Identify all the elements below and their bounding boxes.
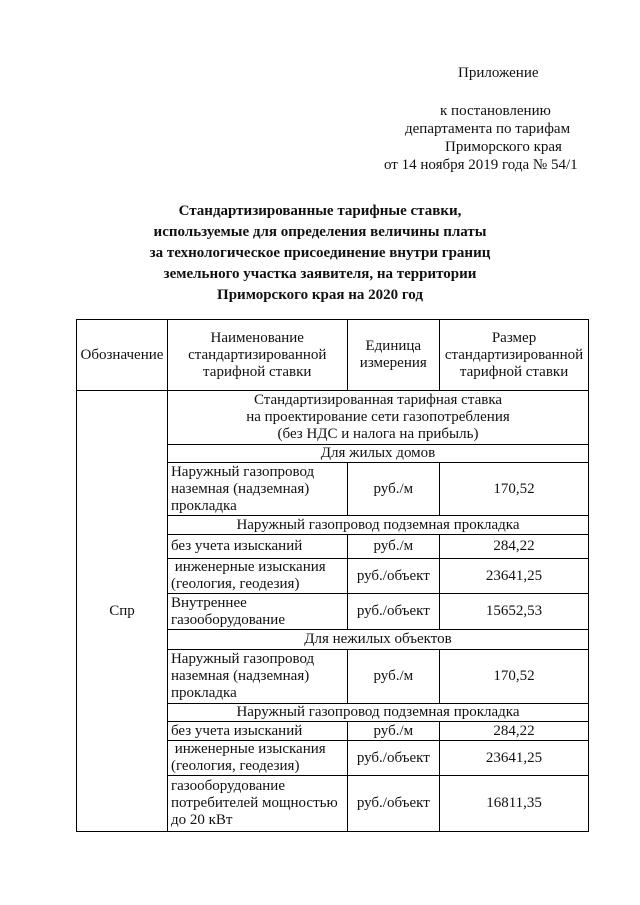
header-unit-line: измерения [359, 355, 427, 371]
row-value: 15652,53 [440, 594, 589, 630]
header-name [167, 320, 347, 391]
header-size-line: Размер [491, 329, 537, 346]
row-unit: руб./объект [347, 594, 440, 630]
row-unit: руб./объект [347, 559, 440, 594]
row-value: 23641,25 [440, 741, 589, 776]
row-name-line: до 20 кВт [170, 812, 233, 828]
row-name-line: потребителей мощностью [170, 795, 338, 811]
nonresidential-section: Для нежилых объектов [167, 630, 588, 650]
appendix-label: Приложение [458, 65, 539, 81]
header-size-line: тарифной ставки [459, 363, 569, 380]
row-name-line: газооборудование [170, 611, 285, 628]
row-name-line: инженерные изыскания [170, 559, 326, 575]
row-name-line: наземная (надземная) [170, 480, 310, 497]
header-name-line: тарифной ставки [203, 363, 312, 380]
row-value: 284,22 [440, 535, 589, 559]
row-name-line: (геология, геодезия) [170, 758, 300, 774]
title-line: Стандартизированные тарифные ставки, [178, 203, 462, 219]
section-line: Стандартизированная тарифная ставка [253, 392, 503, 408]
designation-cell: Спр [77, 391, 168, 832]
row-name [167, 776, 347, 832]
region-line: Приморского края [445, 139, 562, 155]
title-line: Приморского края на 2020 год [217, 287, 423, 303]
section-line: (без НДС и налога на прибыль) [277, 426, 479, 442]
title-line: земельного участка заявителя, на территории [163, 266, 477, 282]
underground-section: Наружный газопровод подземная прокладка [167, 516, 588, 535]
row-name-line: прокладка [170, 685, 237, 701]
row-unit: руб./м [347, 650, 440, 704]
header-unit-line: Единица [365, 338, 422, 354]
row-value: 284,22 [440, 722, 589, 741]
row-name: без учета изысканий [167, 535, 347, 559]
header-size-line: стандартизированной [444, 346, 584, 363]
table-row [77, 391, 589, 445]
tariff-table [76, 319, 589, 832]
row-value: 170,52 [440, 463, 589, 516]
resolution-line: к постановлению [440, 103, 551, 119]
row-value: 170,52 [440, 650, 589, 704]
row-unit: руб./объект [347, 776, 440, 832]
date-number-line: от 14 ноября 2019 года № 54/1 [384, 157, 578, 173]
header-designation: Обозначение [77, 320, 168, 391]
title-line: за технологическое присоединение внутри границ [149, 245, 491, 261]
row-name-line: Наружный газопровод [170, 463, 315, 480]
row-name-line: Наружный газопровод [170, 651, 315, 667]
residential-section: Для жилых домов [167, 445, 588, 463]
row-name-line: газооборудование [170, 778, 285, 794]
row-name-line: (геология, геодезия) [170, 576, 300, 592]
title-line: используемые для определения величины платы [153, 224, 487, 240]
header-size [440, 320, 589, 391]
header-name-line: стандартизированной [188, 346, 327, 363]
row-value: 16811,35 [440, 776, 589, 832]
row-name [167, 559, 347, 594]
table-header-row [77, 320, 589, 391]
row-name-line: наземная (надземная) [170, 668, 310, 684]
underground-section: Наружный газопровод подземная прокладка [167, 704, 588, 722]
row-name [167, 463, 347, 516]
document-title [120, 201, 520, 306]
row-unit: руб./м [347, 722, 440, 741]
row-name-line: инженерные изыскания [170, 741, 326, 757]
row-name-line: Внутреннее [170, 594, 247, 611]
row-name-line: прокладка [170, 497, 237, 514]
header-name-line: Наименование [210, 329, 304, 346]
row-name [167, 741, 347, 776]
row-unit: руб./объект [347, 741, 440, 776]
main-section-cell [167, 391, 588, 445]
row-name [167, 594, 347, 630]
row-unit: руб./м [347, 463, 440, 516]
row-value: 23641,25 [440, 559, 589, 594]
row-name: без учета изысканий [167, 722, 347, 741]
section-line: на проектирование сети газопотребления [246, 409, 510, 425]
row-unit: руб./м [347, 535, 440, 559]
row-name [167, 650, 347, 704]
header-unit [347, 320, 440, 391]
department-line: департамента по тарифам [405, 121, 571, 137]
